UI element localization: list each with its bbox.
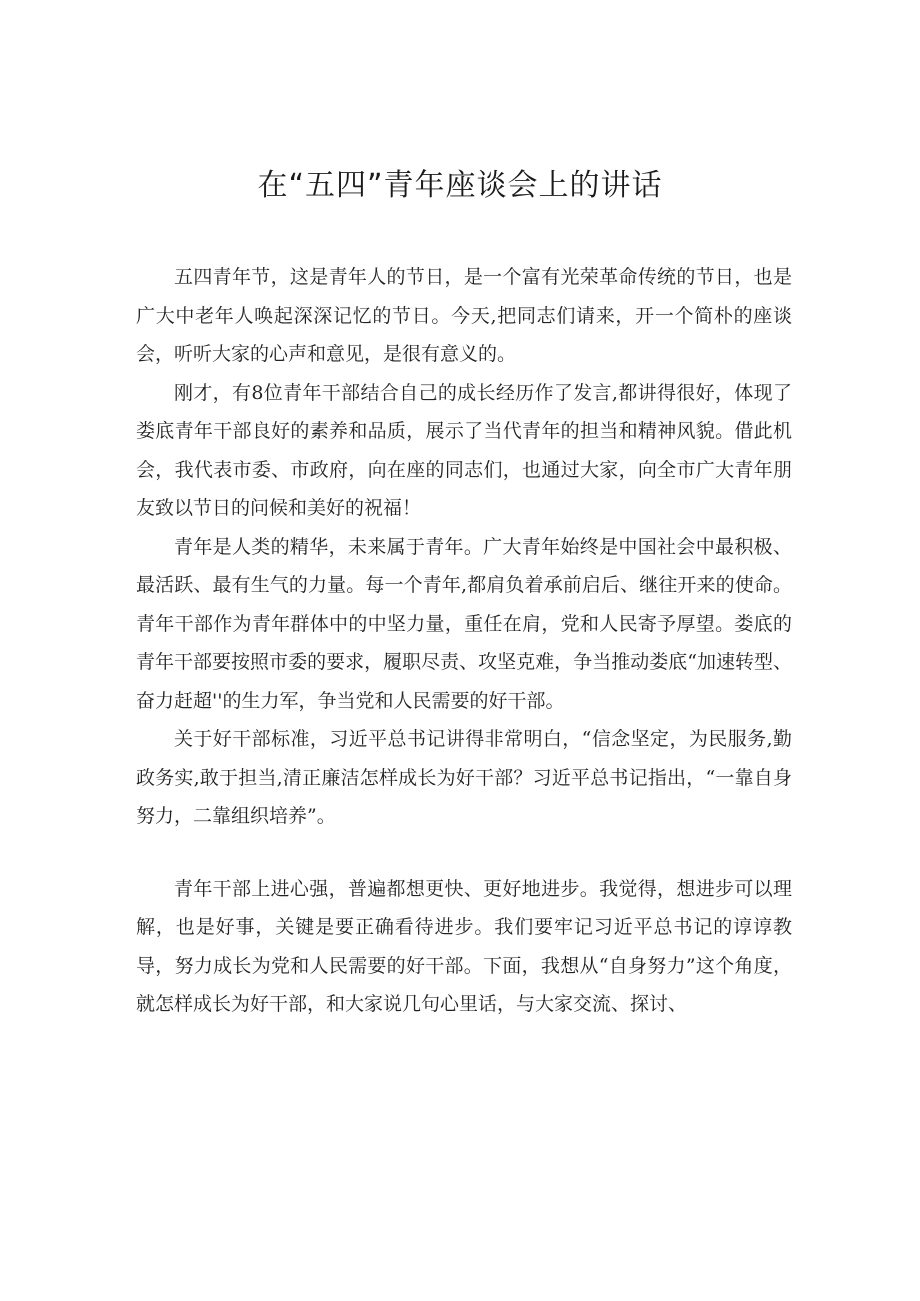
paragraph-progress: 青年干部上进心强，普遍都想更快、更好地进步。我觉得，想进步可以理解，也是好事，关键是要正确看待进步。我们要牢记习近平总书记的谆谆教导，努力成长为党和人民需要的好干部。下面，我想从“自身努力”这个角度，就怎样成长为好干部，和大家说几句心里话，与大家交流、探讨、 (136, 877, 792, 1015)
document-body (136, 258, 792, 1024)
paragraph-standards: 关于好干部标准，习近平总书记讲得非常明白，“信念坚定，为民服务,勤政务实,敢于担当,清正廉洁怎样成长为好干部？习近平总书记指出，“一靠自身努力，二靠组织培养”。 (136, 728, 792, 827)
paragraph-intro: 五四青年节，这是青年人的节日，是一个富有光荣革命传统的节日，也是广大中老年人唤起深深记忆的节日。今天,把同志们请来，开一个简朴的座谈会，听听大家的心声和意见，是很有意义的。 (136, 266, 792, 365)
paragraph-youth: 青年是人类的精华，未来属于青年。广大青年始终是中国社会中最积极、最活跃、最有生气的力量。每一个青年,都肩负着承前启后、继往开来的使命。青年干部作为青年群体中的中坚力量，重任在肩，党和人民寄予厚望。娄底的青年干部要按照市委的要求，履职尽责、攻坚克难，争当推动娄底“加速转型、奋力赶超''的生力军，争当党和人民需要的好干部。 (136, 535, 792, 712)
document-title: 在“五四”青年座谈会上的讲话 (257, 168, 663, 203)
paragraph-speakers: 刚才，有8位青年干部结合自己的成长经历作了发言,都讲得很好，体现了娄底青年干部良好的素养和品质，展示了当代青年的担当和精神风貌。借此机会，我代表市委、市政府，向在座的同志们，也通过大家，向全市广大青年朋友致以节日的问候和美好的祝福！ (136, 381, 792, 519)
